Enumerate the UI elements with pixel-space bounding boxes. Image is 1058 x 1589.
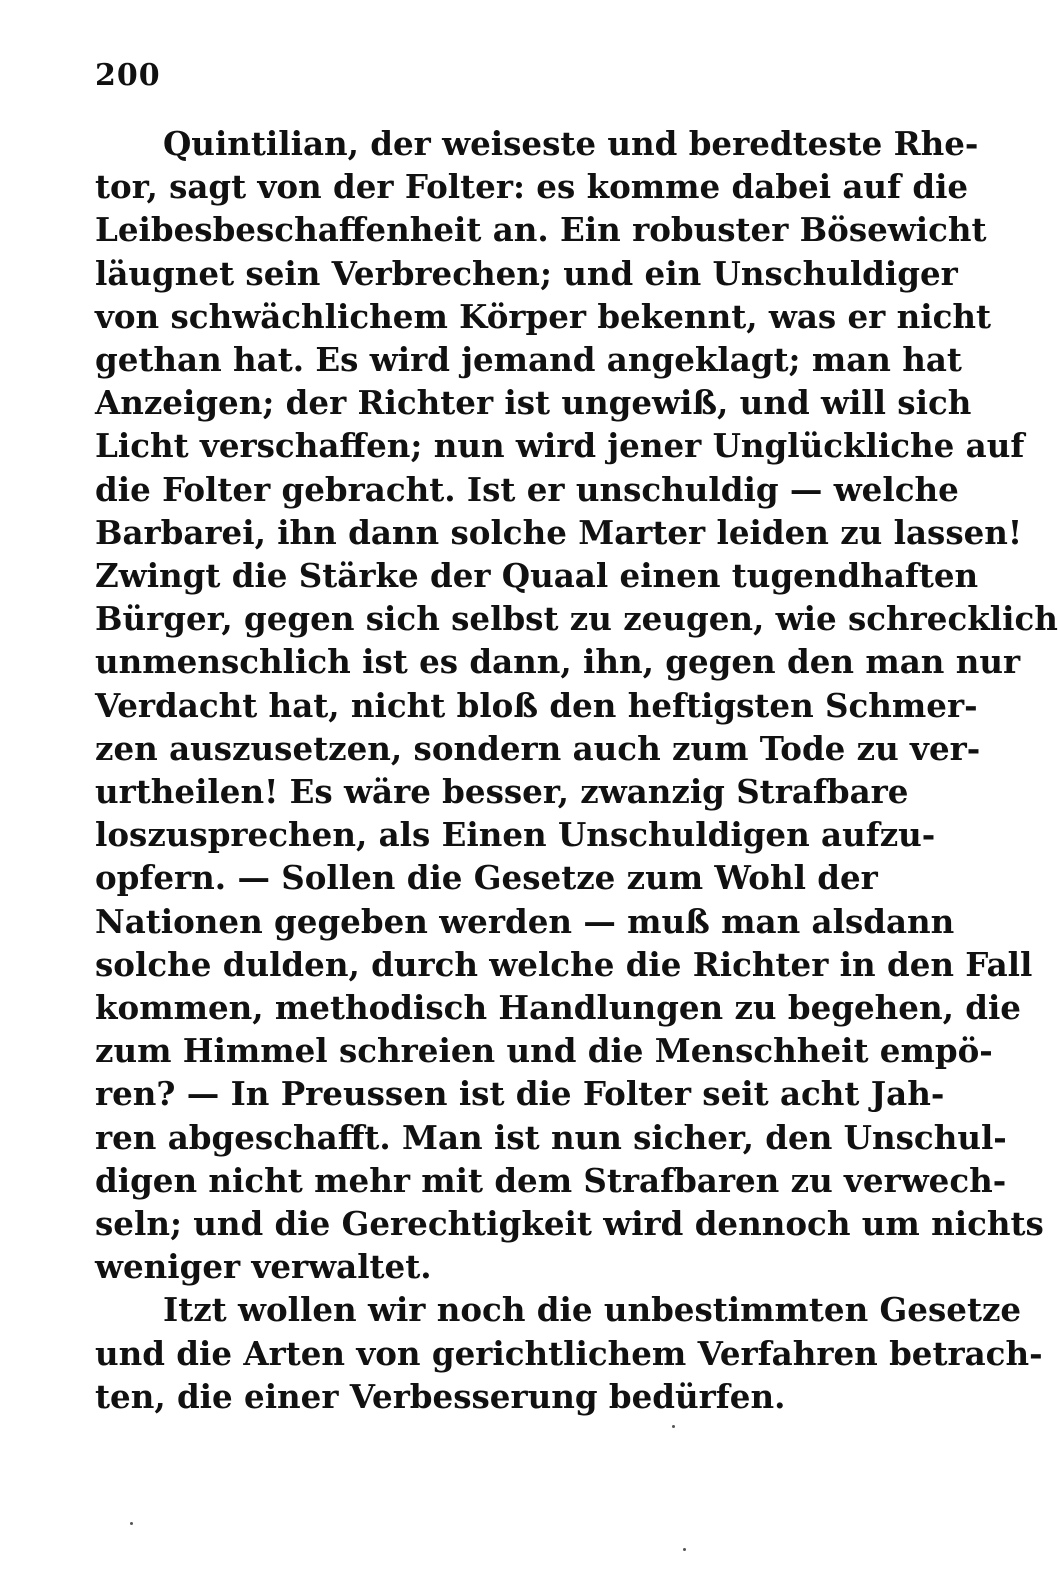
text-line: von schwächlichem Körper bekennt, was er nicht — [95, 296, 992, 336]
text-line: Anzeigen; der Richter ist ungewiß, und will sich — [95, 383, 972, 423]
paragraph-2 — [95, 1288, 1043, 1418]
text-line: ten, die einer Verbesserung bedürfen. — [95, 1376, 786, 1416]
text-line: Nationen gegeben werden — muß man alsdann — [95, 901, 955, 941]
text-line: Quintilian, der weiseste und beredteste Rhe- — [163, 124, 979, 163]
text-line: weniger verwaltet. — [95, 1247, 432, 1287]
paragraph-1 — [95, 122, 1058, 1288]
text-line: Leibesbeschaffenheit an. Ein robuster Bösewicht — [95, 210, 987, 250]
text-line: Verdacht hat, nicht bloß den heftigsten Schmer- — [95, 685, 978, 725]
text-line: und die Arten von gerichtlichem Verfahren betrach- — [95, 1333, 1043, 1373]
text-line: Barbarei, ihn dann solche Marter leiden zu lassen! — [95, 512, 1023, 552]
text-line: Zwingt die Stärke der Quaal einen tugendhaften — [95, 556, 979, 596]
text-line: gethan hat. Es wird jemand angeklagt; man hat — [95, 340, 962, 380]
paper-speck — [130, 1522, 133, 1525]
text-line: solche dulden, durch welche die Richter in den Fall — [95, 944, 1033, 984]
body-text — [95, 122, 1058, 1418]
text-line: urtheilen! Es wäre besser, zwanzig Strafbare — [95, 772, 909, 812]
text-line: unmenschlich ist es dann, ihn, gegen den man nur — [95, 642, 1021, 682]
text-line: digen nicht mehr mit dem Strafbaren zu verwech- — [95, 1160, 1007, 1200]
paper-speck — [672, 1425, 675, 1428]
text-line: ren? — In Preussen ist die Folter seit acht Jah- — [95, 1074, 945, 1114]
paper-speck — [683, 1548, 686, 1551]
text-line: kommen, methodisch Handlungen zu begehen, die — [95, 988, 1021, 1028]
text-line: opfern. — Sollen die Gesetze zum Wohl der — [95, 858, 878, 898]
page-number: 200 — [95, 58, 161, 93]
text-line: ren abgeschafft. Man ist nun sicher, den Unschul- — [95, 1117, 1007, 1157]
text-line: die Folter gebracht. Ist er unschuldig — welche — [95, 469, 959, 509]
text-line: seln; und die Gerechtigkeit wird dennoch um nichts — [95, 1204, 1044, 1244]
text-line: Licht verschaffen; nun wird jener Unglückliche auf — [95, 426, 1025, 466]
text-line: Itzt wollen wir noch die unbestimmten Gesetze — [163, 1290, 1022, 1330]
text-line: tor, sagt von der Folter: es komme dabei auf die — [95, 167, 969, 207]
text-line: loszusprechen, als Einen Unschuldigen aufzu- — [95, 815, 936, 855]
text-line: zum Himmel schreien und die Menschheit empö- — [95, 1031, 993, 1071]
text-line: läugnet sein Verbrechen; und ein Unschuldiger — [95, 253, 958, 293]
text-line: Bürger, gegen sich selbst zu zeugen, wie schrecklich — [95, 599, 1058, 639]
text-line: zen auszusetzen, sondern auch zum Tode zu ver- — [95, 728, 981, 768]
